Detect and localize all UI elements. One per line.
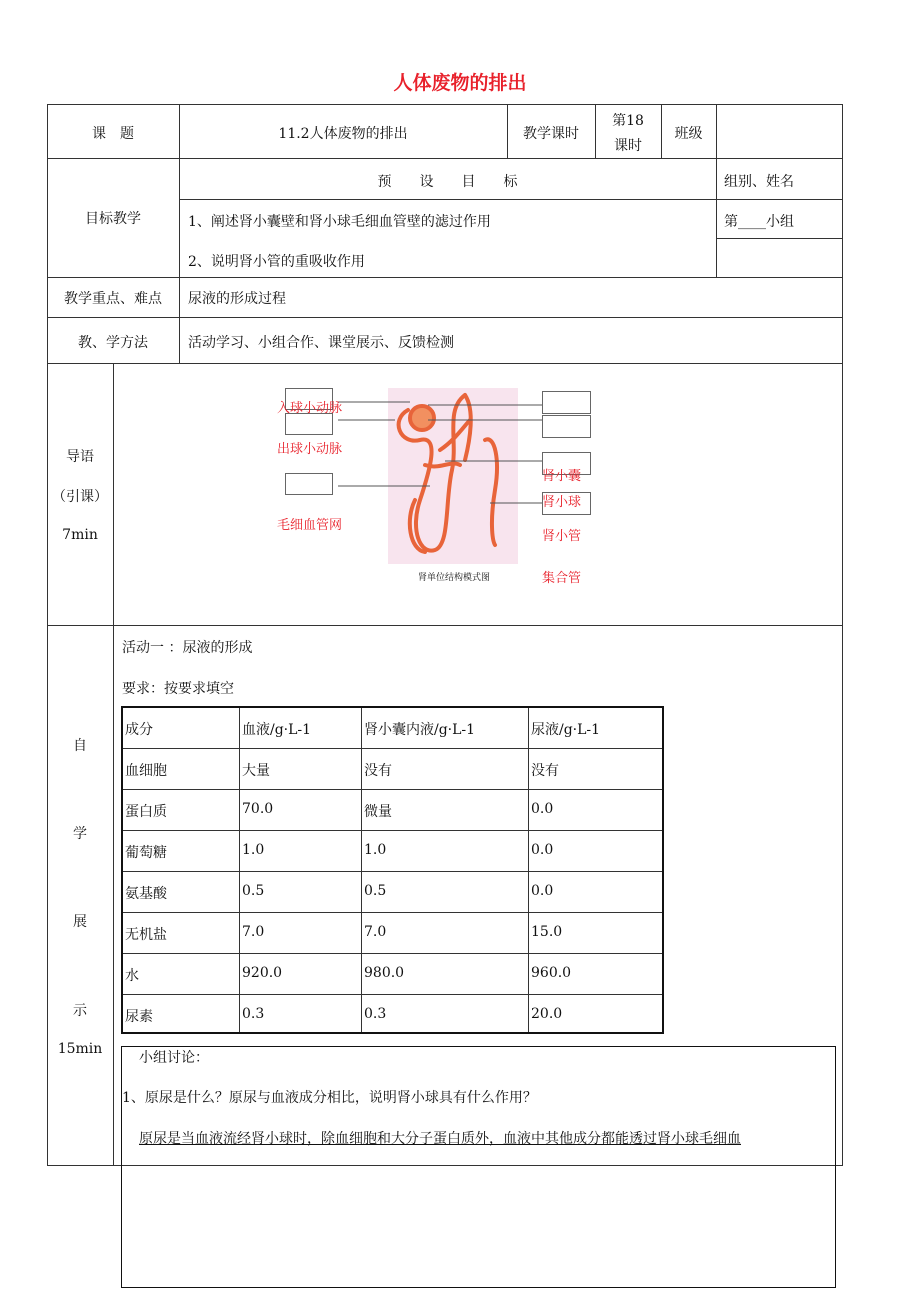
figure-label: 入球小动脉 <box>277 401 343 416</box>
table-cell: 蛋白质 <box>125 804 167 820</box>
intro-label: 7min <box>62 527 98 543</box>
table-cell: 980.0 <box>364 965 405 981</box>
table-cell: 1.0 <box>364 842 387 858</box>
table-row-divider <box>123 748 662 749</box>
requirement: 要求：按要求填空 <box>122 681 234 697</box>
table-cell: 血细胞 <box>125 763 167 779</box>
table-cell: 没有 <box>364 763 392 779</box>
topic-value: 11.2人体废物的排出 <box>278 126 408 142</box>
self-study-label: 示 <box>73 1003 87 1019</box>
figure-label: 肾小囊 <box>542 469 582 484</box>
discussion-question: 1、原尿是什么？原尿与血液成分相比，说明肾小球具有什么作用？ <box>122 1090 537 1106</box>
table-row-divider <box>123 871 662 872</box>
goals-header: 预 设 目 标 <box>377 174 518 190</box>
table-cell: 15.0 <box>531 924 563 940</box>
group-label: 组别、姓名 <box>724 174 794 190</box>
figure-label: 肾小管 <box>542 529 582 544</box>
table-row-divider <box>123 953 662 954</box>
label-blank[interactable] <box>285 413 333 435</box>
key-points-value: 尿液的形成过程 <box>188 291 286 307</box>
table-header-cell: 血液/g·L-1 <box>242 722 312 738</box>
table-cell: 1.0 <box>242 842 265 858</box>
table-cell: 氨基酸 <box>125 886 167 902</box>
key-points-label: 教学重点、难点 <box>64 291 162 307</box>
methods-value: 活动学习、小组合作、课堂展示、反馈检测 <box>188 335 454 351</box>
figure-label: 毛细血管网 <box>277 518 343 533</box>
table-cell: 960.0 <box>531 965 572 981</box>
table-header-cell: 肾小囊内液/g·L-1 <box>364 722 476 738</box>
table-cell: 7.0 <box>242 924 265 940</box>
methods-label: 教、学方法 <box>78 335 148 351</box>
table-cell: 0.0 <box>531 801 554 817</box>
table-cell: 微量 <box>364 804 392 820</box>
discussion-box[interactable] <box>121 1046 836 1288</box>
table-cell: 7.0 <box>364 924 387 940</box>
table-cell: 20.0 <box>531 1006 563 1022</box>
class-field[interactable] <box>717 105 842 158</box>
discussion-title: 小组讨论： <box>139 1050 209 1066</box>
goal-item: 1、阐述肾小囊壁和肾小球毛细血管壁的滤过作用 <box>188 214 491 230</box>
table-cell: 无机盐 <box>125 927 167 943</box>
label-blank[interactable] <box>285 473 333 495</box>
table-cell: 尿素 <box>125 1009 153 1025</box>
table-header-cell: 成分 <box>125 722 153 738</box>
discussion-answer: 原尿是当血液流经肾小球时，除血细胞和大分子蛋白质外，血液中其他成分都能透过肾小球毛细血 <box>139 1131 741 1147</box>
table-cell: 0.3 <box>242 1006 265 1022</box>
topic-label: 课 题 <box>92 126 134 142</box>
intro-label: 导语 <box>66 449 94 465</box>
table-cell: 70.0 <box>242 801 274 817</box>
table-row-divider <box>123 830 662 831</box>
table-row-divider <box>123 994 662 995</box>
figure-label: 出球小动脉 <box>277 442 343 457</box>
hours-label: 教学课时 <box>523 126 579 142</box>
self-study-label: 自 <box>73 738 87 754</box>
group-blank[interactable]: 第____小组 <box>724 214 794 230</box>
intro-label: （引课） <box>52 489 108 505</box>
table-cell: 葡萄糖 <box>125 845 167 861</box>
table-cell: 0.0 <box>531 842 554 858</box>
document-title: 人体废物的排出 <box>393 72 527 94</box>
goals-label: 目标教学 <box>85 211 141 227</box>
goal-item: 2、说明肾小管的重吸收作用 <box>188 254 365 270</box>
hours-value-2: 课时 <box>614 138 642 154</box>
table-col-divider <box>361 708 362 1032</box>
table-row-divider <box>123 912 662 913</box>
self-study-time: 15min <box>57 1041 103 1057</box>
table-cell: 0.3 <box>364 1006 387 1022</box>
label-blank[interactable] <box>542 391 591 414</box>
table-cell: 0.0 <box>531 883 554 899</box>
table-row-divider <box>123 789 662 790</box>
class-label: 班级 <box>674 126 703 142</box>
activity-title: 活动一 ：尿液的形成 <box>122 640 253 656</box>
table-header-cell: 尿液/g·L-1 <box>531 722 601 738</box>
table-cell: 大量 <box>242 763 270 779</box>
self-study-label: 展 <box>73 914 87 930</box>
table-col-divider <box>528 708 529 1032</box>
self-study-label: 学 <box>73 826 87 842</box>
table-cell: 920.0 <box>242 965 283 981</box>
table-cell: 0.5 <box>242 883 265 899</box>
composition-table <box>121 706 664 1034</box>
table-cell: 0.5 <box>364 883 387 899</box>
table-col-divider <box>239 708 240 1032</box>
table-cell: 水 <box>125 968 139 984</box>
table-cell: 没有 <box>531 763 559 779</box>
figure-caption: 肾单位结构模式图 <box>418 573 491 583</box>
label-blank[interactable] <box>542 415 591 438</box>
hours-value-1: 第18 <box>612 113 644 129</box>
figure-label: 集合管 <box>542 571 582 586</box>
figure-label: 肾小球 <box>542 495 582 510</box>
